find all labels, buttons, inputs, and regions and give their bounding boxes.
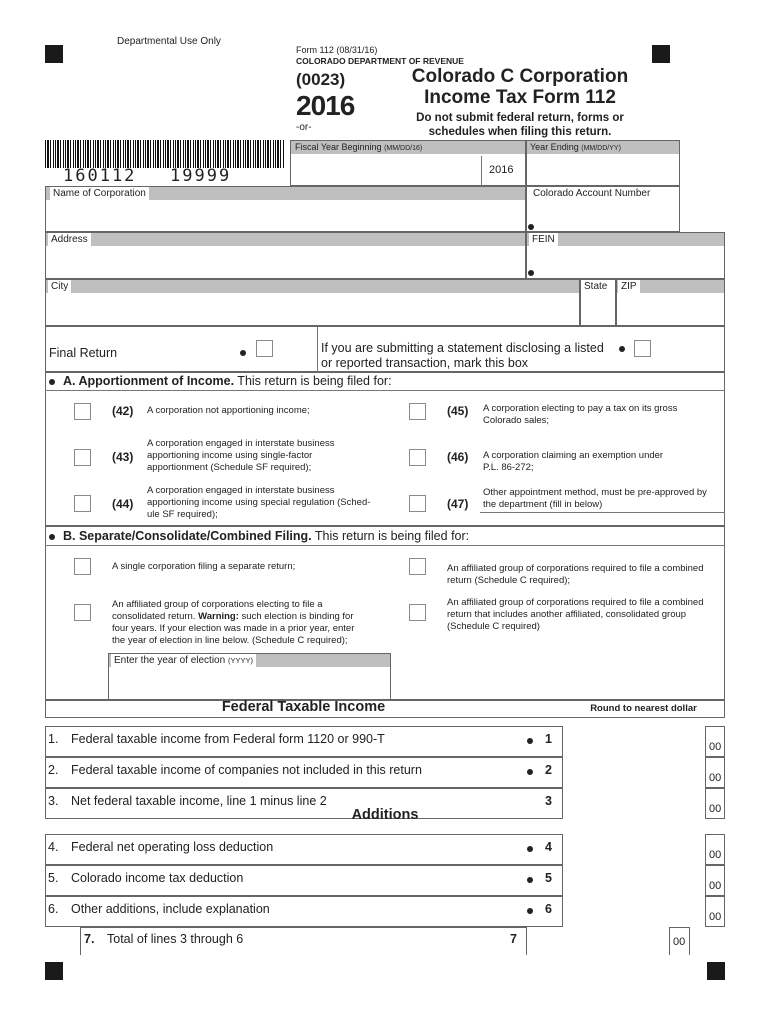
department-name: COLORADO DEPARTMENT OF REVENUE <box>296 56 464 66</box>
line-reference: 5 <box>545 871 552 885</box>
fein-label: FEIN <box>529 233 558 246</box>
listed-line2: or reported transaction, mark this box <box>321 356 529 370</box>
code-47: (47) <box>447 497 469 511</box>
checkbox-43[interactable] <box>74 449 91 466</box>
option-43-text <box>147 438 335 474</box>
required-marker-icon <box>527 769 533 775</box>
line-5-amount-input[interactable] <box>562 865 706 896</box>
consolidated-line1: An affiliated group of corporations electing to file a <box>112 599 323 610</box>
line-number: 3. <box>48 794 59 808</box>
section-b-heading-rest: This return is being filed for: <box>311 529 470 543</box>
consolidated-line4: the year of election in line below. (Schedule C required); <box>112 635 348 646</box>
required-marker-icon <box>527 738 533 744</box>
final-return-checkbox[interactable] <box>256 340 273 357</box>
separate-return-text: A single corporation filing a separate return; <box>112 561 296 572</box>
separate-return-checkbox[interactable] <box>74 558 91 575</box>
election-year-text: Enter the year of election <box>114 655 226 666</box>
form-id: Form 112 (08/31/16) <box>296 45 378 55</box>
state-label: State <box>581 280 610 293</box>
form-title-line2: Income Tax Form 112 <box>424 87 616 108</box>
departmental-use-label: Departmental Use Only <box>117 36 221 47</box>
combined-line1: An affiliated group of corporations required to file a combined <box>447 563 704 574</box>
election-year-format: (YYYY) <box>227 656 253 665</box>
line-description: Federal taxable income from Federal form 1120 or 990-T <box>71 732 385 746</box>
divider <box>317 326 318 372</box>
cents-label: 00 <box>709 849 722 861</box>
section-b-heading-bold: B. Separate/Consolidate/Combined Filing. <box>63 529 312 543</box>
code-45: (45) <box>447 404 469 418</box>
checkbox-44[interactable] <box>74 495 91 512</box>
checkbox-42[interactable] <box>74 403 91 420</box>
line-reference: 7 <box>510 932 517 946</box>
barcode-number-right: 19999 <box>170 166 232 186</box>
option-42-text: A corporation not apportioning income; <box>147 405 310 416</box>
divider <box>480 512 725 513</box>
code-44: (44) <box>112 497 134 511</box>
cents-label: 00 <box>709 803 722 815</box>
required-marker-icon <box>528 270 534 276</box>
section-a-heading <box>63 374 392 388</box>
option-44-line1: A corporation engaged in interstate business <box>147 485 335 496</box>
listed-transaction-label <box>321 341 604 371</box>
line-description: Colorado income tax deduction <box>71 871 244 885</box>
line-description: Federal taxable income of companies not included in this return <box>71 763 422 777</box>
option-44-line2: apportioning income using special regulation (Sched- <box>147 497 371 508</box>
option-47-line2: the department (fill in below) <box>483 499 603 510</box>
submission-notice <box>380 111 660 139</box>
year-end-text: Year Ending <box>530 142 579 152</box>
combined-consolidated-line2: return that includes another affiliated, consolidated group <box>447 609 687 620</box>
cents-label: 00 <box>709 741 722 753</box>
colorado-account-label: Colorado Account Number <box>530 187 653 200</box>
tax-year: 2016 <box>296 90 355 121</box>
option-44-line3: ule SF required); <box>147 509 218 520</box>
line-description: Federal net operating loss deduction <box>71 840 274 854</box>
additions-heading: Additions <box>351 807 419 823</box>
cents-label: 00 <box>709 772 722 784</box>
fiscal-begin-label <box>295 142 422 152</box>
section-a-heading-bold: A. Apportionment of Income. <box>63 374 235 388</box>
fiscal-begin-format: (MM/DD/16) <box>384 145 423 152</box>
consolidated-line2 <box>112 611 354 623</box>
option-43-line2: apportioning income using single-factor <box>147 450 313 461</box>
line-description: Net federal taxable income, line 1 minus line 2 <box>71 794 327 808</box>
cents-label: 00 <box>709 911 722 923</box>
form-title <box>395 66 645 108</box>
required-marker-icon <box>527 877 533 883</box>
required-marker-icon <box>240 350 246 356</box>
corporation-name-label: Name of Corporation <box>50 187 149 200</box>
option-45-line1: A corporation electing to pay a tax on its gross <box>483 403 678 414</box>
line-reference: 1 <box>545 732 552 746</box>
barcode-icon <box>45 140 285 168</box>
registration-mark <box>45 962 63 980</box>
registration-mark <box>652 45 670 63</box>
form-code: (0023) <box>296 70 346 89</box>
checkbox-47[interactable] <box>409 495 426 512</box>
option-45-text <box>483 403 677 427</box>
consolidated-warning: Warning: <box>198 611 239 622</box>
cents-label: 00 <box>709 880 722 892</box>
line-number: 5. <box>48 871 59 885</box>
consolidated-return-checkbox[interactable] <box>74 604 91 621</box>
line-2-amount-input[interactable] <box>562 757 706 788</box>
option-43-line1: A corporation engaged in interstate business <box>147 438 335 449</box>
code-46: (46) <box>447 450 469 464</box>
required-marker-icon <box>527 846 533 852</box>
zip-label: ZIP <box>618 280 640 293</box>
city-label: City <box>48 280 71 293</box>
notice-line2: schedules when filing this return. <box>428 126 612 138</box>
line-number: 7. <box>84 932 95 946</box>
section-a-heading-rest: This return is being filed for: <box>234 374 392 388</box>
code-43: (43) <box>112 450 134 464</box>
option-44-text <box>147 485 370 521</box>
label-bar <box>46 233 525 246</box>
combined-consolidated-line1: An affiliated group of corporations required to file a combined <box>447 597 704 608</box>
line-6-amount-input[interactable] <box>562 896 706 927</box>
consolidated-return-text <box>112 599 354 647</box>
listed-transaction-checkbox[interactable] <box>634 340 651 357</box>
label-bar <box>46 280 579 293</box>
section-b-heading <box>63 529 469 543</box>
combined-consolidated-line3: (Schedule C required) <box>447 621 540 632</box>
option-47-line1: Other appointment method, must be pre-approved by <box>483 487 707 498</box>
line-4-amount-input[interactable] <box>562 834 706 865</box>
divider <box>45 545 725 546</box>
checkbox-45[interactable] <box>409 403 426 420</box>
election-year-label <box>111 654 256 667</box>
combined-line2: return (Schedule C required); <box>447 575 571 586</box>
or-label: -or- <box>296 122 312 133</box>
consolidated-line2-pre: consolidated return. <box>112 611 199 622</box>
combined-return-text <box>447 563 703 587</box>
line-1-amount-input[interactable] <box>562 726 706 757</box>
line-reference: 3 <box>545 794 552 808</box>
line-number: 4. <box>48 840 59 854</box>
barcode-number-left: 160112 <box>63 166 137 186</box>
line-number: 2. <box>48 763 59 777</box>
registration-mark <box>707 962 725 980</box>
line-reference: 2 <box>545 763 552 777</box>
required-marker-icon <box>619 346 625 352</box>
divider <box>481 156 482 186</box>
federal-income-heading: Federal Taxable Income <box>221 699 386 715</box>
line-7-amount-input[interactable] <box>526 927 670 955</box>
required-marker-icon <box>49 534 55 540</box>
combined-consolidated-text <box>447 597 703 633</box>
combined-return-checkbox[interactable] <box>409 558 426 575</box>
year-end-value: 2016 <box>489 164 514 176</box>
consolidated-line3: four years. If your election was made in a prior year, enter <box>112 623 355 634</box>
code-42: (42) <box>112 404 134 418</box>
option-43-line3: apportionment (Schedule SF required); <box>147 462 312 473</box>
fiscal-begin-text: Fiscal Year Beginning <box>295 142 382 152</box>
line-description: Other additions, include explanation <box>71 902 270 916</box>
address-label: Address <box>48 233 91 246</box>
option-45-line2: Colorado sales; <box>483 415 550 426</box>
registration-mark <box>45 45 63 63</box>
form-title-line1: Colorado C Corporation <box>411 66 629 87</box>
listed-line1: If you are submitting a statement disclosing a listed <box>321 341 604 355</box>
option-46-line2: P.L. 86-272; <box>483 462 534 473</box>
divider <box>45 390 725 391</box>
combined-consolidated-checkbox[interactable] <box>409 604 426 621</box>
year-end-format: (MM/DD/YY) <box>581 145 621 152</box>
line-reference: 4 <box>545 840 552 854</box>
round-note: Round to nearest dollar <box>590 703 697 714</box>
year-end-label <box>530 142 621 152</box>
line-number: 1. <box>48 732 59 746</box>
required-marker-icon <box>528 224 534 230</box>
checkbox-46[interactable] <box>409 449 426 466</box>
line-number: 6. <box>48 902 59 916</box>
required-marker-icon <box>527 908 533 914</box>
required-marker-icon <box>49 379 55 385</box>
consolidated-line2-post: such election is binding for <box>238 611 354 622</box>
notice-line1: Do not submit federal return, forms or <box>416 112 624 124</box>
line-description: Total of lines 3 through 6 <box>107 932 244 946</box>
line-reference: 6 <box>545 902 552 916</box>
option-47-text <box>483 487 707 511</box>
final-return-label: Final Return <box>49 346 118 360</box>
option-46-line1: A corporation claiming an exemption under <box>483 450 664 461</box>
cents-label: 00 <box>673 936 686 948</box>
option-46-text <box>483 450 663 474</box>
